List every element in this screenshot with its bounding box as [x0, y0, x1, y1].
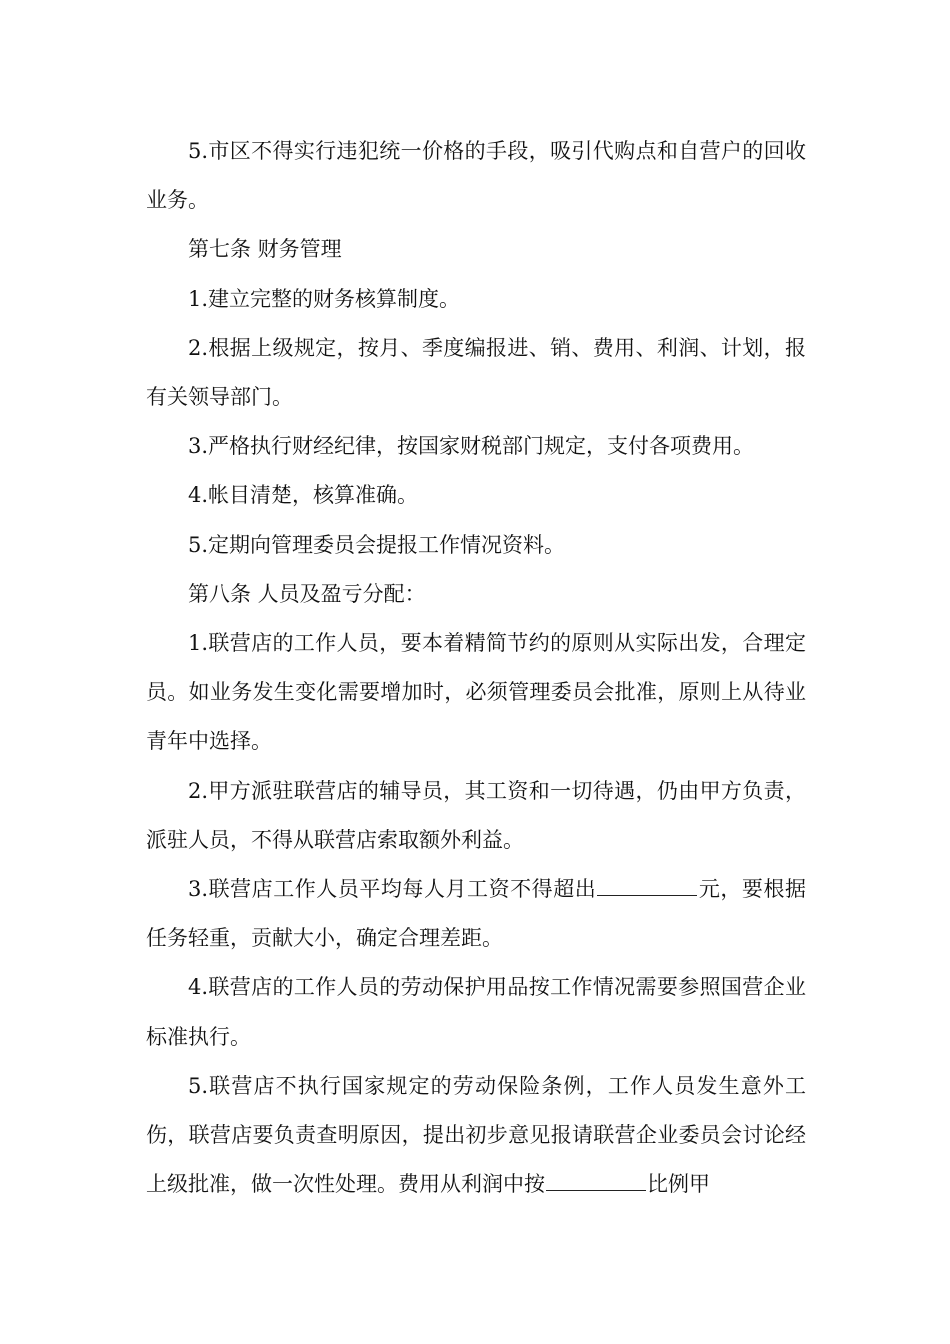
paragraph-item-1-accounting: 1.建立完整的财务核算制度。	[188, 286, 461, 311]
paragraph-item-2-counselor: 2.甲方派驻联营店的辅导员，其工资和一切待遇，仍由甲方负责，派驻人员，不得从联营店索取额外利益。	[146, 778, 806, 852]
insurance-text-after-blank: 比例甲	[647, 1172, 710, 1197]
wage-text-after-blank: 元，要根据任务轻重，贡献大小，确定合理差距。	[146, 877, 806, 951]
wage-amount-blank	[597, 873, 697, 896]
paragraph-item-5-recycling: 5.市区不得实行违犯统一价格的手段，吸引代购点和自营户的回收业务。	[146, 139, 806, 213]
paragraph-item-3-wages	[146, 865, 806, 963]
paragraph-item-5-report: 5.定期向管理委员会提报工作情况资料。	[188, 532, 566, 557]
paragraph-item-3-discipline: 3.严格执行财经纪律，按国家财税部门规定，支付各项费用。	[188, 434, 755, 459]
paragraph-item-2-reporting: 2.根据上级规定，按月、季度编报进、销、费用、利润、计划，报有关领导部门。	[146, 335, 806, 410]
paragraph-item-4-protection: 4.联营店的工作人员的劳动保护用品按工作情况需要参照国营企业标准执行。	[146, 975, 806, 1049]
ratio-blank	[546, 1168, 646, 1191]
paragraph-item-1-staffing: 1.联营店的工作人员，要本着精简节约的原则从实际出发，合理定员。如业务发生变化需要增加时，必须管理委员会批准，原则上从待业青年中选择。	[146, 631, 806, 754]
article-7-heading: 第七条 财务管理	[188, 237, 342, 262]
wage-text-before-blank: 3.联营店工作人员平均每人月工资不得超出	[188, 877, 597, 902]
insurance-text-before-blank: 5.联营店不执行国家规定的劳动保险条例，工作人员发生意外工伤，联营店要负责查明原因，提出初步意见报请联营企业委员会讨论经上级批准，做一次性处理。费用从利润中按	[146, 1073, 806, 1197]
paragraph-item-5-insurance	[146, 1062, 806, 1210]
article-8-heading: 第八条 人员及盈亏分配：	[188, 581, 426, 606]
document-body	[146, 127, 806, 1209]
paragraph-item-4-accounts: 4.帐目清楚，核算准确。	[188, 483, 419, 508]
